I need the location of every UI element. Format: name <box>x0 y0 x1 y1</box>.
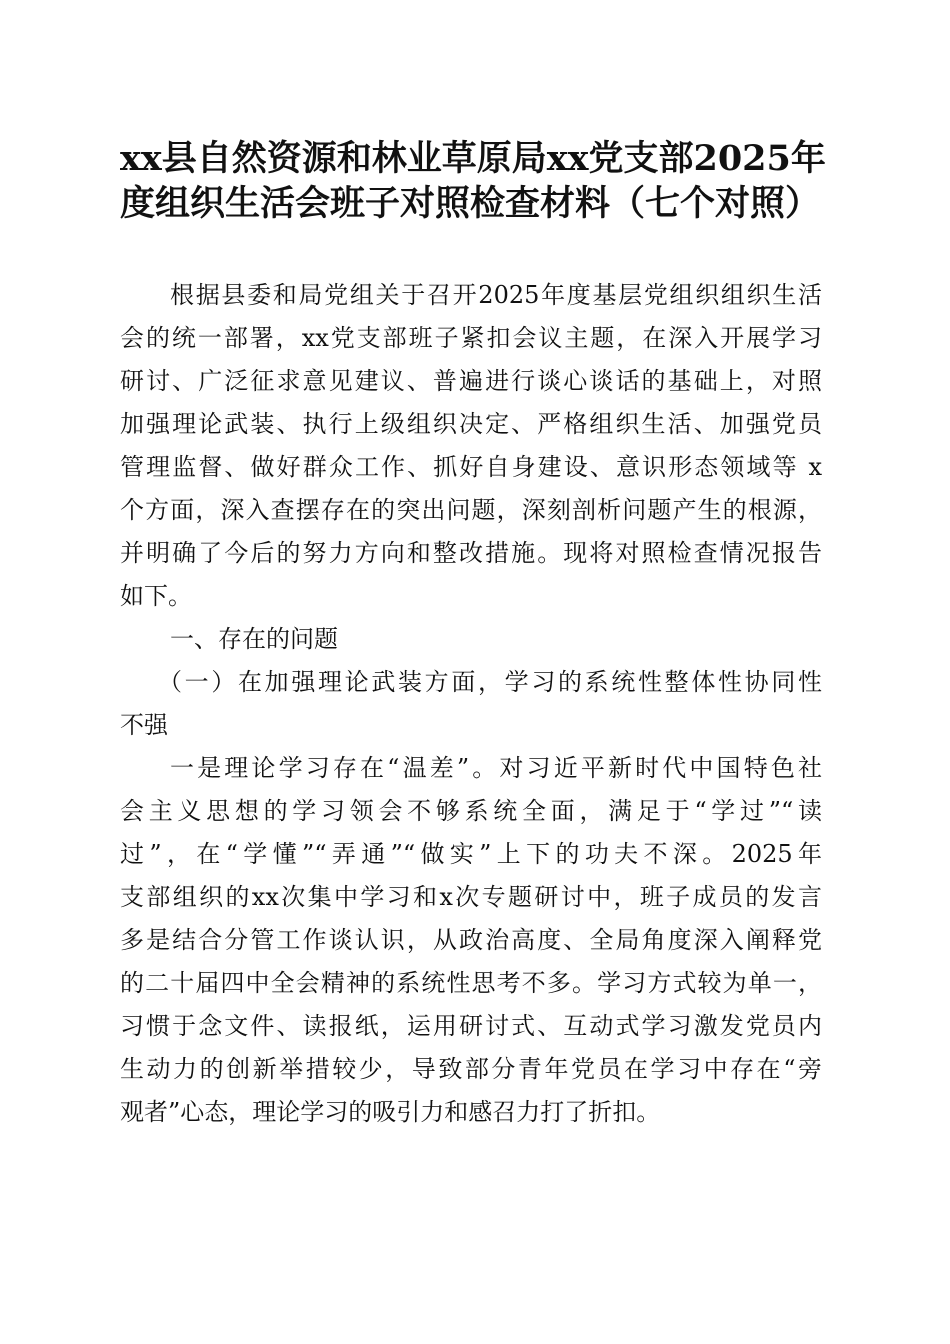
subsection-heading <box>120 661 822 747</box>
paragraph-line: 多是结合分管工作谈认识，从政治高度、全局角度深入阐释党 <box>120 926 822 954</box>
paragraph-line: 管理监督、做好群众工作、抓好自身建设、意识形态领域等 x <box>120 453 822 481</box>
title-line: xx县自然资源和林业草原局xx党支部2025年 <box>120 138 826 179</box>
paragraph-line: （一）在加强理论武装方面，学习的系统性整体性协同性 <box>158 668 822 696</box>
paragraph-line: 根据县委和局党组关于召开2025年度基层党组织组织生活 <box>170 281 822 309</box>
paragraph-line: 个方面，深入查摆存在的突出问题，深刻剖析问题产生的根源， <box>120 496 822 524</box>
intro-paragraph <box>120 274 822 618</box>
section-heading: 一、存在的问题 <box>170 625 338 653</box>
paragraph-line: 加强理论武装、执行上级组织决定、严格组织生活、加强党员 <box>120 410 822 438</box>
paragraph-line: 不强 <box>120 711 168 739</box>
paragraph-line: 并明确了今后的努力方向和整改措施。现将对照检查情况报告 <box>120 539 822 567</box>
paragraph-line: 习惯于念文件、读报纸，运用研讨式、互动式学习激发党员内 <box>120 1012 822 1040</box>
paragraph-line: 会的统一部署，xx党支部班子紧扣会议主题，在深入开展学习 <box>120 324 822 352</box>
paragraph-line: 一是理论学习存在“温差”。对习近平新时代中国特色社 <box>170 754 822 782</box>
title-line: 度组织生活会班子对照检查材料（七个对照） <box>120 183 821 224</box>
paragraph-line: 生动力的创新举措较少，导致部分青年党员在学习中存在“旁 <box>120 1055 822 1083</box>
point-paragraph <box>120 747 822 1134</box>
paragraph-line: 如下。 <box>120 582 192 610</box>
paragraph-line: 支部组织的xx次集中学习和x次专题研讨中，班子成员的发言 <box>120 883 822 911</box>
paragraph-line: 观者”心态，理论学习的吸引力和感召力打了折扣。 <box>120 1098 661 1126</box>
paragraph-line: 的二十届四中全会精神的系统性思考不多。学习方式较为单一， <box>120 969 822 997</box>
paragraph-line: 会主义思想的学习领会不够系统全面，满足于“学过”“读 <box>120 797 822 825</box>
document-title <box>120 136 825 226</box>
paragraph-line: 过”，在“学懂”“弄通”“做实”上下的功夫不深。2025年 <box>120 840 822 868</box>
paragraph-line: 研讨、广泛征求意见建议、普遍进行谈心谈话的基础上，对照 <box>120 367 822 395</box>
document-body <box>120 274 822 1134</box>
